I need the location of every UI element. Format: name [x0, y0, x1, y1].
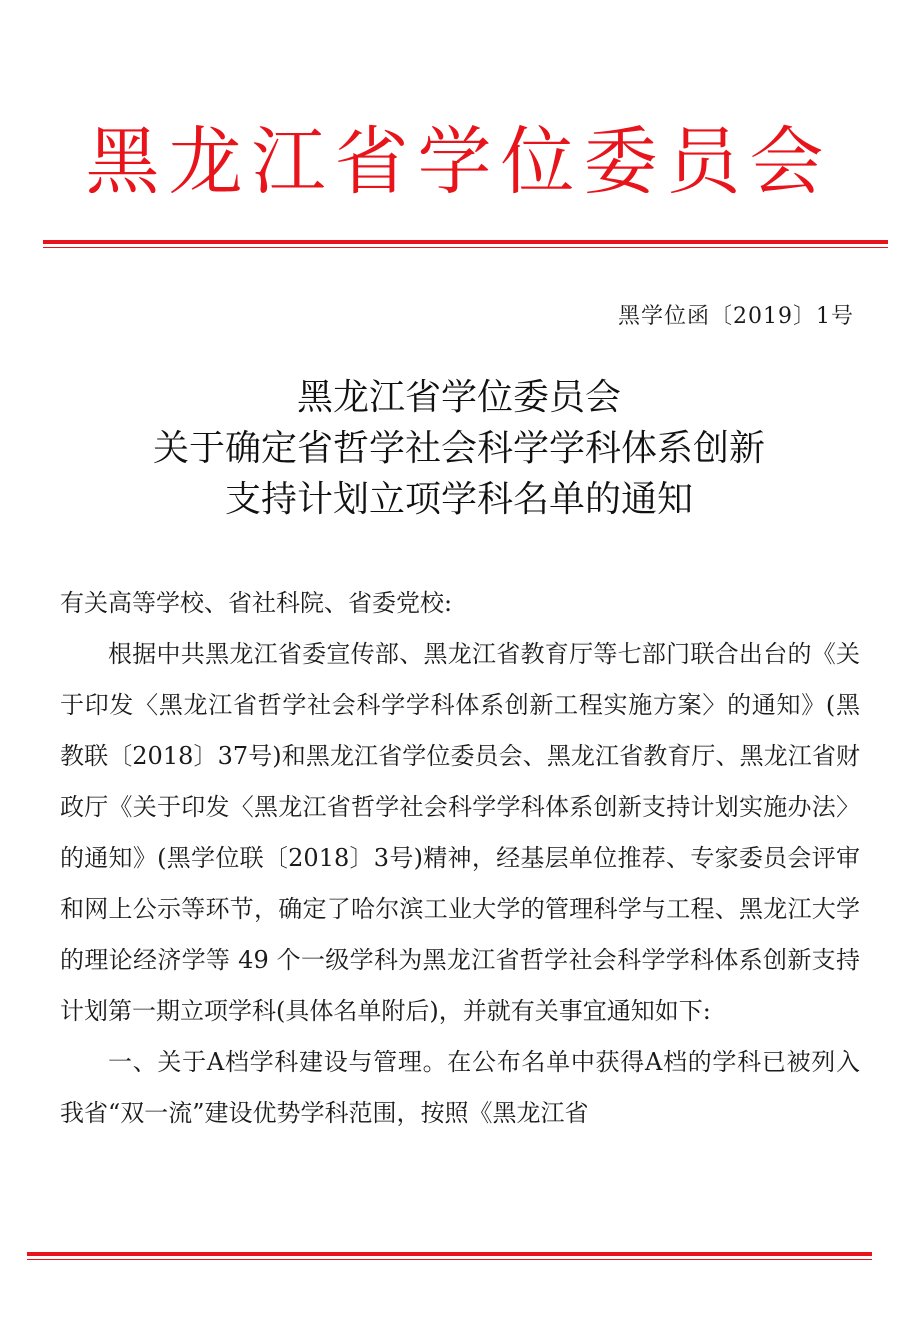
document-number: 黑学位函〔2019〕1号 — [618, 304, 854, 329]
body-paragraph: 根据中共黑龙江省委宣传部、黑龙江省教育厅等七部门联合出台的《关于印发〈黑龙江省哲学社会科学学科体系创新工程实施方案〉的通知》(黑教联〔2018〕37号)和黑龙江省学位委员会、黑龙江省教育厅、黑龙江省财政厅《关于印发〈黑龙江省哲学社会科学学科体系创新支持计划实施办法〉的通知》(黑学位联〔2018〕3号)精神，经基层单位推荐、专家委员会评审和网上公示等环节，确定了哈尔滨工业大学的管理科学与工程、黑龙江大学的理论经济学等 49 个一级学科为黑龙江省哲学社会科学学科体系创新支持计划第一期立项学科(具体名单附后)，并就有关事宜通知如下: — [60, 640, 860, 1025]
bottom-red-rule — [27, 1252, 872, 1260]
addressee: 有关高等学校、省社科院、省委党校: — [60, 589, 453, 617]
issuer-masthead: 黑龙江省学位委员会 — [85, 119, 833, 205]
title-line: 关于确定省哲学社会科学学科体系创新 — [152, 428, 765, 469]
body-paragraph: 一、关于A档学科建设与管理。在公布名单中获得A档的学科已被列入我省“双一流”建设优势学科范围，按照《黑龙江省 — [60, 1048, 860, 1127]
document-title — [0, 372, 918, 525]
top-red-rule — [43, 240, 888, 248]
document-body — [60, 578, 860, 1139]
title-line: 支持计划立项学科名单的通知 — [224, 479, 693, 520]
title-line: 黑龙江省学位委员会 — [296, 377, 621, 418]
